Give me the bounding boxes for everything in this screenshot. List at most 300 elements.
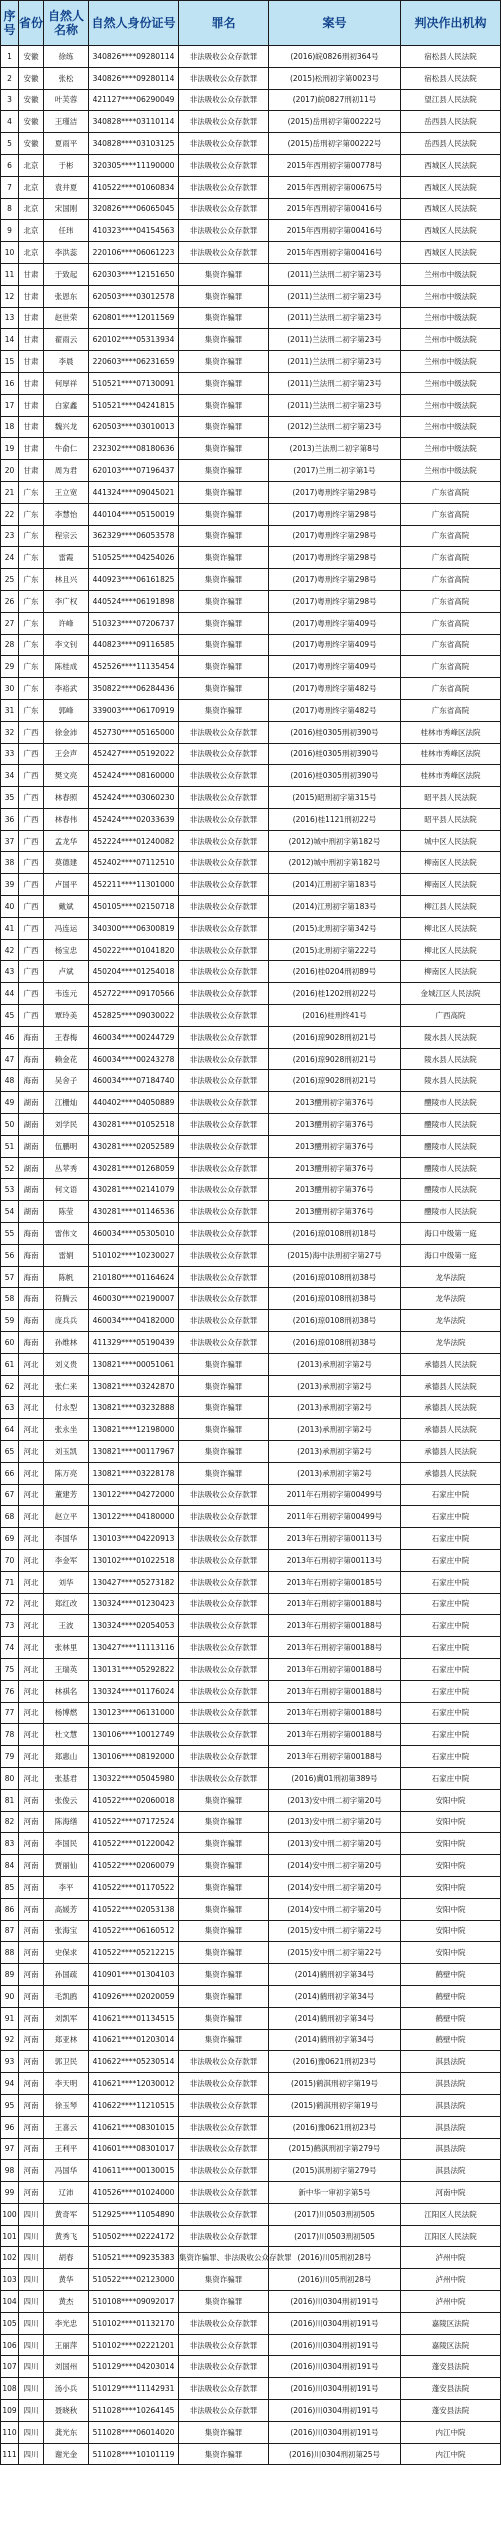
cell-province: 安徽 [19,46,44,68]
cell-person-name: 何厚祥 [44,372,89,394]
cell-court: 安阳中院 [401,1876,501,1898]
cell-case-number: (2013)安中刑二初字第20号 [269,1811,401,1833]
cell-person-name: 王丽萍 [44,2334,89,2356]
cell-id-number: 130427****05273182 [89,1571,179,1593]
cell-court: 龙华法院 [401,1310,501,1332]
table-row [1,1658,501,1680]
cell-charge: 非法吸收公众存款罪 [179,1048,269,1070]
cell-court: 石家庄中院 [401,1484,501,1506]
cell-case-number: (2017)粤刑终字第298号 [269,590,401,612]
cell-case-number: (2016)琼0108刑初38号 [269,1332,401,1354]
cell-court: 石家庄中院 [401,1724,501,1746]
cell-court: 安阳中院 [401,1942,501,1964]
cell-charge: 集资诈骗罪 [179,656,269,678]
cell-serial-number: 51 [1,1135,19,1157]
cell-id-number: 130122****04180000 [89,1506,179,1528]
cell-serial-number: 40 [1,896,19,918]
cell-court: 兰州市中级法院 [401,351,501,373]
cell-person-name: 杨博燃 [44,1702,89,1724]
cell-province: 四川 [19,2203,44,2225]
cell-case-number: (2017)粤刑终字第298号 [269,525,401,547]
cell-province: 河北 [19,1549,44,1571]
cell-serial-number: 12 [1,285,19,307]
cell-charge: 非法吸收公众存款罪 [179,2312,269,2334]
cell-serial-number: 41 [1,917,19,939]
cell-serial-number: 94 [1,2073,19,2095]
cell-court: 龙华法院 [401,1266,501,1288]
cell-province: 海南 [19,1048,44,1070]
cell-province: 广西 [19,1005,44,1027]
table-row [1,285,501,307]
cell-court: 泸州中院 [401,2247,501,2269]
table-row [1,1310,501,1332]
cell-serial-number: 30 [1,678,19,700]
cell-province: 海南 [19,1266,44,1288]
cell-person-name: 王春梅 [44,1026,89,1048]
cell-serial-number: 98 [1,2160,19,2182]
cell-court: 柳南区人民法院 [401,852,501,874]
cell-case-number: (2015)鹤淇刑初字第19号 [269,2073,401,2095]
cell-case-number: (2011)兰法刑二初字第23号 [269,351,401,373]
cell-id-number: 362329****06053578 [89,525,179,547]
cell-person-name: 林春照 [44,787,89,809]
table-row [1,67,501,89]
cell-case-number: (2017)粤刑终字第409号 [269,634,401,656]
cell-serial-number: 84 [1,1855,19,1877]
cell-charge: 非法吸收公众存款罪 [179,1266,269,1288]
cell-court: 鹤壁中院 [401,1964,501,1986]
cell-court: 城中区人民法院 [401,830,501,852]
cell-id-number: 510521****07130091 [89,372,179,394]
cell-charge: 非法吸收公众存款罪 [179,67,269,89]
cell-id-number: 421127****06290049 [89,89,179,111]
header-serial-number: 序号 [1,1,19,46]
cell-province: 河北 [19,1593,44,1615]
cell-court: 淇县法院 [401,2073,501,2095]
cell-id-number: 452424****08160000 [89,765,179,787]
cell-province: 安徽 [19,67,44,89]
table-row [1,2378,501,2400]
cell-charge: 集资诈骗罪 [179,1789,269,1811]
table-row [1,852,501,874]
cell-serial-number: 42 [1,939,19,961]
cell-charge: 集资诈骗罪 [179,1833,269,1855]
cell-serial-number: 54 [1,1201,19,1223]
cell-province: 广西 [19,787,44,809]
cell-person-name: 于彬 [44,154,89,176]
cell-id-number: 440104****05150019 [89,503,179,525]
cell-serial-number: 101 [1,2225,19,2247]
cell-province: 河北 [19,1528,44,1550]
cell-charge: 集资诈骗罪、非法吸收公众存款罪 [179,2247,269,2269]
cell-province: 河北 [19,1397,44,1419]
cell-serial-number: 102 [1,2247,19,2269]
cell-person-name: 张海宝 [44,1920,89,1942]
table-row [1,1833,501,1855]
cell-charge: 集资诈骗罪 [179,329,269,351]
cell-province: 河北 [19,1746,44,1768]
table-row [1,634,501,656]
cell-case-number: (2017)川0503刑初505 [269,2203,401,2225]
table-row [1,1005,501,1027]
cell-charge: 集资诈骗罪 [179,1811,269,1833]
cell-case-number: 2013年石刑初字第00188号 [269,1746,401,1768]
cell-charge: 非法吸收公众存款罪 [179,917,269,939]
cell-charge: 集资诈骗罪 [179,1964,269,1986]
cell-serial-number: 80 [1,1767,19,1789]
table-row [1,1898,501,1920]
cell-province: 湖南 [19,1179,44,1201]
cell-charge: 非法吸收公众存款罪 [179,2094,269,2116]
table-row [1,1767,501,1789]
cell-serial-number: 13 [1,307,19,329]
cell-charge: 非法吸收公众存款罪 [179,1223,269,1245]
table-row [1,721,501,743]
cell-id-number: 441324****09045021 [89,481,179,503]
cell-person-name: 陈莹 [44,1201,89,1223]
cell-id-number: 130821****03228178 [89,1462,179,1484]
table-row [1,1549,501,1571]
cell-case-number: (2011)兰法刑二初字第23号 [269,263,401,285]
cell-serial-number: 99 [1,2182,19,2204]
cell-charge: 集资诈骗罪 [179,569,269,591]
cell-person-name: 覃玲美 [44,1005,89,1027]
cell-case-number: 2015年西刑初字第00416号 [269,220,401,242]
cell-court: 石家庄中院 [401,1549,501,1571]
cell-id-number: 411329****05190439 [89,1332,179,1354]
cell-charge: 非法吸收公众存款罪 [179,1615,269,1637]
cell-id-number: 440923****06161825 [89,569,179,591]
cell-court: 醴陵市人民法院 [401,1157,501,1179]
cell-person-name: 何文语 [44,1179,89,1201]
cell-serial-number: 36 [1,808,19,830]
cell-id-number: 410622****05230514 [89,2051,179,2073]
cell-person-name: 郑惠山 [44,1746,89,1768]
cell-court: 淇县法院 [401,2116,501,2138]
cell-province: 河北 [19,1615,44,1637]
cell-case-number: 2013年石刑初字第00188号 [269,1637,401,1659]
cell-charge: 集资诈骗罪 [179,1375,269,1397]
cell-court: 广东省高院 [401,634,501,656]
table-row [1,2051,501,2073]
cell-court: 蓬安县法院 [401,2400,501,2422]
header-person-name: 自然人名称 [44,1,89,46]
cell-serial-number: 79 [1,1746,19,1768]
cell-province: 河南 [19,1811,44,1833]
cell-province: 湖南 [19,1201,44,1223]
cell-charge: 非法吸收公众存款罪 [179,1092,269,1114]
cell-person-name: 李裕武 [44,678,89,700]
cell-charge: 非法吸收公众存款罪 [179,2225,269,2247]
cell-case-number: (2016)桂0204刑初89号 [269,961,401,983]
table-row [1,2116,501,2138]
cell-id-number: 510108****09092017 [89,2291,179,2313]
cell-serial-number: 96 [1,2116,19,2138]
cell-case-number: (2016)川0304刑初191号 [269,2421,401,2443]
cell-case-number: (2015)海中法刑初字第27号 [269,1244,401,1266]
cell-charge: 非法吸收公众存款罪 [179,808,269,830]
cell-serial-number: 35 [1,787,19,809]
cell-charge: 非法吸收公众存款罪 [179,1026,269,1048]
cell-charge: 集资诈骗罪 [179,481,269,503]
table-row [1,1702,501,1724]
cell-person-name: 雷伟文 [44,1223,89,1245]
cell-person-name: 袁井夏 [44,176,89,198]
table-row [1,743,501,765]
cell-person-name: 刘义贵 [44,1353,89,1375]
cell-person-name: 张俊云 [44,1789,89,1811]
cell-province: 广西 [19,830,44,852]
table-row [1,111,501,133]
cell-charge: 集资诈骗罪 [179,1419,269,1441]
cell-case-number: (2014)安中刑二初字第20号 [269,1855,401,1877]
cell-person-name: 王会声 [44,743,89,765]
cell-charge: 集资诈骗罪 [179,503,269,525]
cell-id-number: 410522****01060834 [89,176,179,198]
cell-serial-number: 93 [1,2051,19,2073]
cell-person-name: 陈帆 [44,1266,89,1288]
table-row [1,1746,501,1768]
cell-id-number: 340828****03103125 [89,133,179,155]
cell-court: 兰州市中级法院 [401,438,501,460]
cell-person-name: 陈海缮 [44,1811,89,1833]
cell-court: 蓬安县法院 [401,2378,501,2400]
cell-serial-number: 1 [1,46,19,68]
cell-charge: 集资诈骗罪 [179,2421,269,2443]
cell-province: 安徽 [19,89,44,111]
cell-province: 河南 [19,1920,44,1942]
cell-person-name: 许峰 [44,612,89,634]
cell-person-name: 庞兵兵 [44,1310,89,1332]
cell-id-number: 510129****04203014 [89,2356,179,2378]
cell-serial-number: 38 [1,852,19,874]
cell-person-name: 叶芙蓉 [44,89,89,111]
cell-case-number: (2013)安中刑二初字第20号 [269,1789,401,1811]
cell-person-name: 张仁来 [44,1375,89,1397]
table-row [1,1114,501,1136]
cell-id-number: 511028****06014020 [89,2421,179,2443]
cell-id-number: 340826****09280114 [89,67,179,89]
cell-court: 石家庄中院 [401,1615,501,1637]
cell-person-name: 莫德建 [44,852,89,874]
cell-case-number: (2017)粤刑终字第298号 [269,569,401,591]
cell-id-number: 130821****00051061 [89,1353,179,1375]
cell-serial-number: 53 [1,1179,19,1201]
cell-province: 甘肃 [19,416,44,438]
cell-province: 海南 [19,1223,44,1245]
table-row [1,961,501,983]
cell-serial-number: 29 [1,656,19,678]
cell-serial-number: 47 [1,1048,19,1070]
cell-serial-number: 66 [1,1462,19,1484]
cell-case-number: (2012)兰法刑二初字第23号 [269,416,401,438]
cell-province: 河北 [19,1702,44,1724]
cell-province: 广西 [19,765,44,787]
cell-case-number: (2014)安中刑二初字第20号 [269,1898,401,1920]
cell-province: 四川 [19,2356,44,2378]
cell-case-number: (2017)兰刑二初字第1号 [269,460,401,482]
table-row [1,438,501,460]
cell-charge: 非法吸收公众存款罪 [179,2356,269,2378]
cell-province: 甘肃 [19,351,44,373]
cell-charge: 非法吸收公众存款罪 [179,2334,269,2356]
cell-charge: 非法吸收公众存款罪 [179,1179,269,1201]
cell-id-number: 339003****06170919 [89,699,179,721]
cell-court: 广东省高院 [401,656,501,678]
cell-serial-number: 63 [1,1397,19,1419]
cell-case-number: (2011)兰法刑二初字第23号 [269,394,401,416]
cell-province: 河南 [19,2160,44,2182]
table-row [1,1528,501,1550]
cell-charge: 非法吸收公众存款罪 [179,1310,269,1332]
cell-case-number: 2013年石刑初字第00188号 [269,1658,401,1680]
cell-id-number: 130322****05045980 [89,1767,179,1789]
cell-court: 广东省高院 [401,678,501,700]
cell-province: 湖南 [19,1157,44,1179]
cell-court: 广东省高院 [401,525,501,547]
cell-court: 石家庄中院 [401,1702,501,1724]
cell-case-number: (2013)承刑初字第2号 [269,1419,401,1441]
cell-person-name: 赵世荣 [44,307,89,329]
cell-case-number: (2011)兰法刑二初字第23号 [269,372,401,394]
cell-person-name: 郭卫民 [44,2051,89,2073]
cell-person-name: 伍鹏明 [44,1135,89,1157]
cell-case-number: 2013醴刑初字第376号 [269,1135,401,1157]
cell-charge: 非法吸收公众存款罪 [179,198,269,220]
cell-person-name: 陈万亮 [44,1462,89,1484]
cell-court: 鹤壁中院 [401,1985,501,2007]
cell-court: 广东省高院 [401,699,501,721]
cell-court: 石家庄中院 [401,1746,501,1768]
cell-charge: 集资诈骗罪 [179,285,269,307]
cell-charge: 集资诈骗罪 [179,1898,269,1920]
cell-person-name: 李国华 [44,1528,89,1550]
cell-person-name: 刘国州 [44,2356,89,2378]
cell-case-number: (2015)昭刑初字第315号 [269,787,401,809]
cell-person-name: 黄华 [44,2269,89,2291]
cell-province: 广西 [19,961,44,983]
cell-serial-number: 64 [1,1419,19,1441]
cell-court: 岳西县人民法院 [401,133,501,155]
cell-court: 兰州市中级法院 [401,416,501,438]
cell-province: 河北 [19,1484,44,1506]
table-row [1,1593,501,1615]
cell-id-number: 410621****12030012 [89,2073,179,2095]
cell-person-name: 樊文亮 [44,765,89,787]
cell-case-number: (2015)淇刑初字第279号 [269,2160,401,2182]
cell-province: 海南 [19,1026,44,1048]
cell-serial-number: 81 [1,1789,19,1811]
cell-province: 海南 [19,1244,44,1266]
cell-person-name: 符腾云 [44,1288,89,1310]
table-row [1,1920,501,1942]
cell-charge: 集资诈骗罪 [179,1441,269,1463]
cell-court: 宿松县人民法院 [401,67,501,89]
table-row [1,765,501,787]
cell-case-number: 2013醴刑初字第376号 [269,1114,401,1136]
table-row [1,329,501,351]
cell-charge: 非法吸收公众存款罪 [179,896,269,918]
cell-province: 河南 [19,1855,44,1877]
cell-charge: 集资诈骗罪 [179,699,269,721]
cell-charge: 非法吸收公众存款罪 [179,1593,269,1615]
cell-charge: 非法吸收公众存款罪 [179,1244,269,1266]
cell-serial-number: 4 [1,111,19,133]
cell-id-number: 130821****03232888 [89,1397,179,1419]
table-row [1,2334,501,2356]
cell-case-number: (2013)承刑初字第2号 [269,1353,401,1375]
cell-id-number: 410522****02053138 [89,1898,179,1920]
cell-serial-number: 97 [1,2138,19,2160]
cell-charge: 集资诈骗罪 [179,634,269,656]
cell-person-name: 李平 [44,1876,89,1898]
cell-serial-number: 6 [1,154,19,176]
cell-case-number: (2016)琼9028刑初21号 [269,1048,401,1070]
cell-province: 甘肃 [19,394,44,416]
cell-person-name: 徐金沛 [44,721,89,743]
cell-case-number: (2017)粤刑终字第482号 [269,678,401,700]
cell-province: 河南 [19,2116,44,2138]
cell-court: 昭平县人民法院 [401,787,501,809]
cell-serial-number: 110 [1,2421,19,2443]
cell-serial-number: 85 [1,1876,19,1898]
cell-case-number: (2016)琼9028刑初21号 [269,1026,401,1048]
cell-serial-number: 22 [1,503,19,525]
cell-serial-number: 3 [1,89,19,111]
cell-id-number: 430281****01268059 [89,1157,179,1179]
cell-province: 河北 [19,1462,44,1484]
cell-court: 承德县人民法院 [401,1419,501,1441]
table-row [1,2225,501,2247]
cell-court: 陵水县人民法院 [401,1070,501,1092]
cell-court: 石家庄中院 [401,1593,501,1615]
cell-province: 北京 [19,198,44,220]
cell-serial-number: 18 [1,416,19,438]
cell-id-number: 430281****02052589 [89,1135,179,1157]
cell-person-name: 辽沛 [44,2182,89,2204]
cell-province: 北京 [19,176,44,198]
cell-person-name: 龚光东 [44,2421,89,2443]
cell-serial-number: 25 [1,569,19,591]
cell-province: 四川 [19,2443,44,2465]
cell-charge: 非法吸收公众存款罪 [179,2160,269,2182]
table-row [1,896,501,918]
cell-person-name: 刘学民 [44,1114,89,1136]
cell-person-name: 付永型 [44,1397,89,1419]
cell-id-number: 450105****02150718 [89,896,179,918]
cell-serial-number: 59 [1,1310,19,1332]
cell-court: 鹤壁中院 [401,2029,501,2051]
cell-serial-number: 72 [1,1593,19,1615]
cell-charge: 非法吸收公众存款罪 [179,1135,269,1157]
table-row [1,1876,501,1898]
cell-province: 安徽 [19,111,44,133]
cell-charge: 集资诈骗罪 [179,1942,269,1964]
cell-charge: 集资诈骗罪 [179,547,269,569]
cell-person-name: 胡春 [44,2247,89,2269]
cell-province: 四川 [19,2291,44,2313]
cell-case-number: (2016)琼0108刑初38号 [269,1266,401,1288]
table-row [1,503,501,525]
cell-person-name: 杨宝忠 [44,939,89,961]
cell-serial-number: 5 [1,133,19,155]
table-row [1,1811,501,1833]
cell-province: 安徽 [19,133,44,155]
cell-court: 柳南区人民法院 [401,961,501,983]
cell-case-number: 2015年西刑初字第00778号 [269,154,401,176]
table-row [1,656,501,678]
cell-charge: 集资诈骗罪 [179,372,269,394]
